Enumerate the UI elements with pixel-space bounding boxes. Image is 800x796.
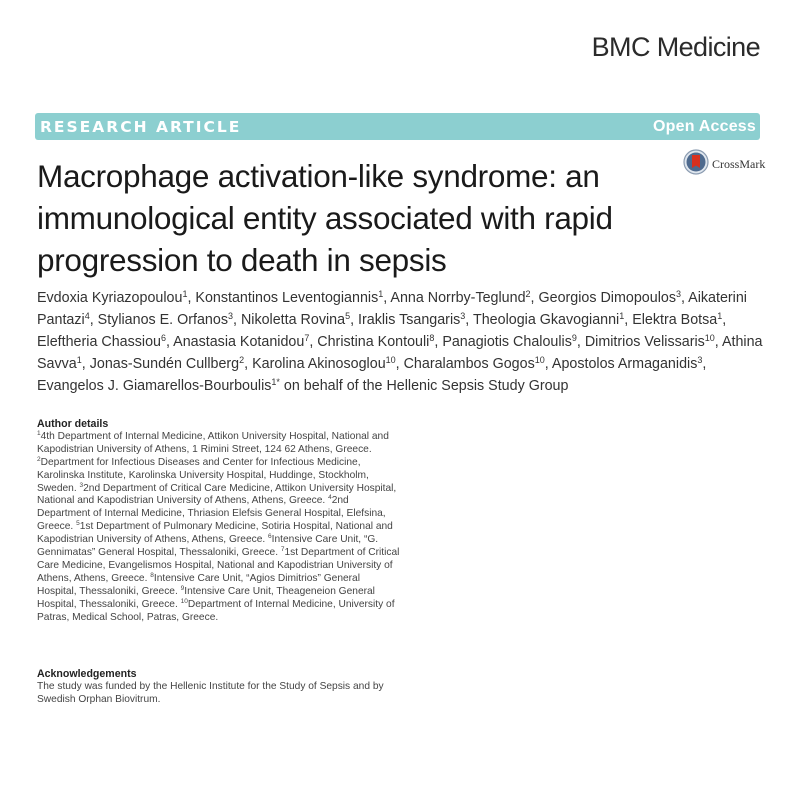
affiliation-text: 1st Department of Critical Care Medicine, Evangelismos Hospital, National and Kapodistrian University of Athens, Athens, Greece. bbox=[37, 547, 400, 584]
affiliation-number: 7 bbox=[280, 546, 285, 554]
author-name[interactable]: Stylianos E. Orfanos bbox=[97, 312, 228, 328]
affiliation-marker[interactable]: 3 bbox=[460, 311, 466, 321]
crossmark-badge[interactable] bbox=[683, 149, 765, 179]
affiliation-marker[interactable]: 6 bbox=[160, 333, 166, 343]
affiliation-marker[interactable]: 10 bbox=[534, 355, 545, 365]
author-name[interactable]: Charalambos Gogos bbox=[403, 356, 535, 372]
affiliation-marker[interactable]: 3 bbox=[675, 289, 681, 299]
affiliation-marker[interactable]: 2 bbox=[239, 355, 245, 365]
affiliation-marker[interactable]: 8 bbox=[429, 333, 435, 343]
affiliation-text: Department of Internal Medicine, University of Patras, Medical School, Patras, Greece. bbox=[37, 598, 395, 623]
affiliation-marker[interactable]: 1 bbox=[717, 311, 723, 321]
affiliation-text: 4th Department of Internal Medicine, Attikon University Hospital, National and Kapodistrian University of Athens, 1 Rimini Street, 124 62 Athens, Greece. bbox=[37, 430, 389, 455]
author-name[interactable]: Evdoxia Kyriazopoulou bbox=[37, 290, 183, 306]
author-name[interactable]: Dimitrios Velissaris bbox=[584, 334, 705, 350]
affiliation-marker[interactable]: 3 bbox=[697, 355, 703, 365]
crossmark-icon bbox=[683, 149, 709, 179]
acknowledgements-text: The study was funded by the Hellenic Institute for the Study of Sepsis and by Swedish Orphan Biovitrum. bbox=[37, 680, 384, 705]
affiliation-number: 8 bbox=[150, 571, 154, 579]
affiliation-marker[interactable]: 1* bbox=[271, 377, 280, 387]
group-note: on behalf of the Hellenic Sepsis Study Group bbox=[283, 378, 569, 394]
affiliation-text: Department for Infectious Diseases and Center for Infectious Medicine, Karolinska Institute, Karolinska University Hospital, Huddinge, Stockholm, Sweden. bbox=[37, 456, 369, 494]
author-name[interactable]: Theologia Gkavogianni bbox=[472, 312, 620, 328]
affiliation-number: 10 bbox=[180, 597, 188, 605]
author-name[interactable]: Aikaterini Pantazi bbox=[37, 290, 747, 328]
affiliation-text: Intensive Care Unit, Theageneion General Hospital, Thessaloniki, Greece. bbox=[37, 585, 375, 610]
affiliation-text: 2nd Department of Critical Care Medicine, Attikon University Hospital, National and Kapodistrian University of Athens, Athens, Greece. bbox=[37, 482, 397, 507]
affiliation-marker[interactable]: 9 bbox=[571, 333, 577, 343]
affiliation-text: Intensive Care Unit, “Agios Dimitrios” General Hospital, Thessaloniki, Greece. bbox=[37, 572, 360, 597]
author-details-section bbox=[37, 418, 402, 625]
affiliation-marker[interactable]: 3 bbox=[227, 311, 233, 321]
affiliation-number: 5 bbox=[76, 520, 80, 528]
affiliation-number: 3 bbox=[79, 481, 84, 489]
author-name[interactable]: Apostolos Armaganidis bbox=[551, 356, 698, 372]
author-name[interactable]: Anna Norrby-Teglund bbox=[390, 290, 526, 306]
affiliation-marker[interactable]: 10 bbox=[704, 333, 715, 343]
affiliation-marker[interactable]: 10 bbox=[385, 355, 396, 365]
affiliation-number: 1 bbox=[37, 429, 41, 437]
author-details-heading: Author details bbox=[37, 418, 109, 430]
affiliation-marker[interactable]: 1 bbox=[76, 355, 82, 365]
author-name[interactable]: Nikoletta Rovina bbox=[240, 312, 346, 328]
affiliation-marker[interactable]: 1 bbox=[378, 289, 384, 299]
author-name[interactable]: Jonas-Sundén Cullberg bbox=[89, 356, 240, 372]
affiliation-marker[interactable]: 4 bbox=[84, 311, 90, 321]
journal-name: BMC Medicine bbox=[591, 32, 760, 62]
author-name[interactable]: Eleftheria Chassiou bbox=[37, 334, 161, 350]
affiliation-number: 2 bbox=[37, 455, 41, 463]
affiliation-number: 4 bbox=[328, 494, 332, 502]
author-name[interactable]: Konstantinos Leventogiannis bbox=[195, 290, 379, 306]
author-name[interactable]: Elektra Botsa bbox=[632, 312, 718, 328]
author-list: Evdoxia Kyriazopoulou$^1$, Konstantinos Leventogiannis$^1$, Anna Norrby-Teglund$^2$, Georgios Dimopoulos$^3$, Aikaterini Pantazi$^4$, Stylianos E. Orfanos$^3$, Nikoletta Rovina$^5$, Iraklis Tsangaris$^3$, Theologia Gkavogianni$^1$, Elektra Botsa$^1$, Eleftheria Chassiou$^6$, Anastasia Kotanidou$^7$, Christina Kontouli$^8$, Panagiotis Chaloulis$^9$, Dimitrios Velissaris$^{10}$, Athina Savva$^1$, Jonas-Sundén Cullberg$^2$, Karolina Akinosoglou$^{10}$, Charalambos Gogos$^{10}$, Apostolos Armaganidis$^3$, Evangelos J. Giamarellos-Bourboulis$^{1*}$ on behalf of the Hellenic Sepsis Study Group bbox=[37, 289, 763, 394]
author-name[interactable]: Karolina Akinosoglou bbox=[252, 356, 386, 372]
affiliation-number: 9 bbox=[180, 584, 185, 592]
author-name[interactable]: Panagiotis Chaloulis bbox=[442, 334, 572, 350]
affiliation-text: 2nd Department of Internal Medicine, Thriasion Elefsis General Hospital, Elefsina, Greece. bbox=[37, 495, 386, 533]
open-access-label: Open Access bbox=[653, 117, 756, 135]
affiliation-marker[interactable]: 1 bbox=[619, 311, 625, 321]
author-name[interactable]: Anastasia Kotanidou bbox=[173, 334, 305, 350]
article-title: Macrophage activation-like syndrome: an immunological entity associated with rapid progression to death in sepsis bbox=[37, 158, 613, 278]
article-type-label: RESEARCH ARTICLE bbox=[40, 117, 242, 136]
affiliation-marker[interactable]: 5 bbox=[345, 311, 351, 321]
author-name[interactable]: Iraklis Tsangaris bbox=[358, 312, 461, 328]
affiliation-text: 1st Department of Pulmonary Medicine, Sotiria Hospital, National and Kapodistrian University of Athens, Athens, Greece. bbox=[37, 521, 393, 546]
affiliation-text: Intensive Care Unit, “G. Gennimatas” General Hospital, Thessaloniki, Greece. bbox=[37, 534, 379, 559]
affiliation-list bbox=[37, 431, 402, 625]
affiliation-marker[interactable]: 2 bbox=[525, 289, 531, 299]
author-name[interactable]: Christina Kontouli bbox=[317, 334, 430, 350]
affiliation-marker[interactable]: 1 bbox=[182, 289, 188, 299]
author-name[interactable]: Georgios Dimopoulos bbox=[538, 290, 676, 306]
author-name[interactable]: Evangelos J. Giamarellos-Bourboulis bbox=[37, 378, 272, 394]
acknowledgements-heading: Acknowledgements bbox=[37, 668, 137, 680]
crossmark-label: CrossMark bbox=[712, 156, 766, 171]
affiliation-marker[interactable]: 7 bbox=[304, 333, 310, 343]
article-type-banner bbox=[35, 113, 760, 140]
acknowledgements-section bbox=[37, 668, 402, 707]
author-name[interactable]: Athina Savva bbox=[37, 334, 763, 372]
affiliation-number: 6 bbox=[268, 533, 272, 541]
